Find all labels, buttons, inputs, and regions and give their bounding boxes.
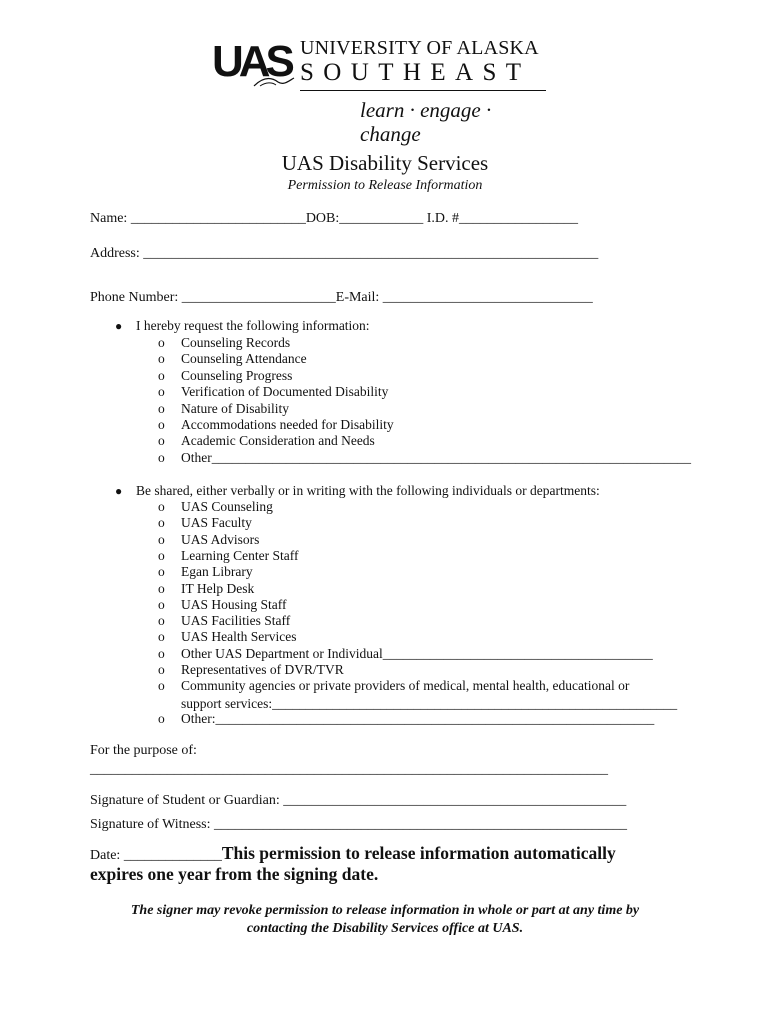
logo-southeast-line: SOUTHEAST [300,59,531,86]
date-field[interactable]: Date: ______________ [90,848,222,863]
page-subtitle: Permission to Release Information [287,178,483,193]
sub-bullet-icon: o [158,629,165,645]
recipient-option-item[interactable]: Other:_________________________________________________________________ [181,710,655,726]
expiry-notice-continued: expires one year from the signing date. [90,864,379,884]
recipient-option-item[interactable]: Other UAS Department or Individual________________________________________ [181,645,653,661]
request-option-item: Counseling Attendance [181,351,307,367]
request-option-item: Counseling Progress [181,367,293,383]
logo-mark: UAS [212,37,290,86]
uas-logo [212,37,552,146]
sub-bullet-icon: o [158,384,165,400]
request-option-item: Verification of Documented Disability [181,384,389,400]
request-option-item: Nature of Disability [181,400,289,416]
recipient-option-item: UAS Faculty [181,515,252,531]
recipient-option-item: UAS Advisors [181,531,260,547]
logo-divider [300,90,546,91]
sub-bullet-icon: o [158,499,165,514]
sub-bullet-icon: o [158,515,165,531]
sub-bullet-icon: o [158,433,165,449]
witness-signature-field[interactable]: Signature of Witness: ___________________________________________________________ [90,817,627,832]
sub-bullet-icon: o [158,613,165,629]
request-option-item: Academic Consideration and Needs [181,433,375,449]
request-option-item[interactable]: Other_______________________________________________________________________ [181,449,691,465]
page-title: UAS Disability Services [281,151,489,175]
purpose-label: For the purpose of: [90,743,197,758]
recipient-option-item: Learning Center Staff [181,547,299,563]
sub-bullet-icon: o [158,547,165,563]
bullet-icon: ● [115,319,123,333]
bullet-icon: ● [115,484,123,498]
revoke-note-line2: contacting the Disability Services office at UAS. [246,921,524,936]
phone-email-field[interactable]: Phone Number: ______________________E-Mail: ______________________________ [90,290,593,305]
recipient-option-item: UAS Housing Staff [181,596,287,612]
sub-bullet-icon: o [158,564,165,580]
recipient-option-item: UAS Counseling [181,499,273,514]
sub-bullet-icon: o [158,645,165,661]
sub-bullet-icon: o [158,449,165,465]
sub-bullet-icon: o [158,417,165,432]
logo-tagline: learn · engage · change [360,98,492,146]
purpose-field[interactable]: __________________________________________________________________________ [90,762,608,777]
logo-university-line: UNIVERSITY OF ALASKA [300,37,539,59]
student-signature-field[interactable]: Signature of Student or Guardian: _________________________________________________ [90,793,627,808]
support-services-line[interactable]: support services:____________________________________________________________ [181,696,678,711]
request-option-item: Accommodations needed for Disability [181,417,394,432]
sub-bullet-icon: o [158,678,165,694]
shared-intro: Be shared, either verbally or in writing with the following individuals or departments: [136,483,600,498]
sub-bullet-icon: o [158,335,165,350]
name-dob-id-field[interactable]: Name: _________________________DOB:____________ I.D. #_________________ [90,211,579,226]
sub-bullet-icon: o [158,531,165,547]
revoke-note-line1: The signer may revoke permission to release information in whole or part at any time by [130,903,640,918]
sub-bullet-icon: o [158,351,165,367]
sub-bullet-icon: o [158,596,165,612]
sub-bullet-icon: o [158,662,165,677]
request-option-item: Counseling Records [181,335,291,350]
recipient-option-item: Egan Library [181,564,253,580]
address-field[interactable]: Address: _________________________________________________________________ [90,246,599,261]
recipient-option-item: IT Help Desk [181,580,255,596]
recipient-option-item: UAS Facilities Staff [181,613,291,629]
sub-bullet-icon: o [158,580,165,596]
request-intro: I hereby request the following information: [136,318,370,333]
recipient-option-item: UAS Health Services [181,629,297,645]
sub-bullet-icon: o [158,710,165,726]
mountain-swoosh-icon [252,74,296,88]
recipient-option-item: Community agencies or private providers of medical, mental health, educational or [181,678,630,694]
sub-bullet-icon: o [158,367,165,383]
expiry-notice: This permission to release information automatically [221,843,616,863]
date-row [90,842,616,866]
sub-bullet-icon: o [158,400,165,416]
recipient-option-item: Representatives of DVR/TVR [181,662,344,677]
